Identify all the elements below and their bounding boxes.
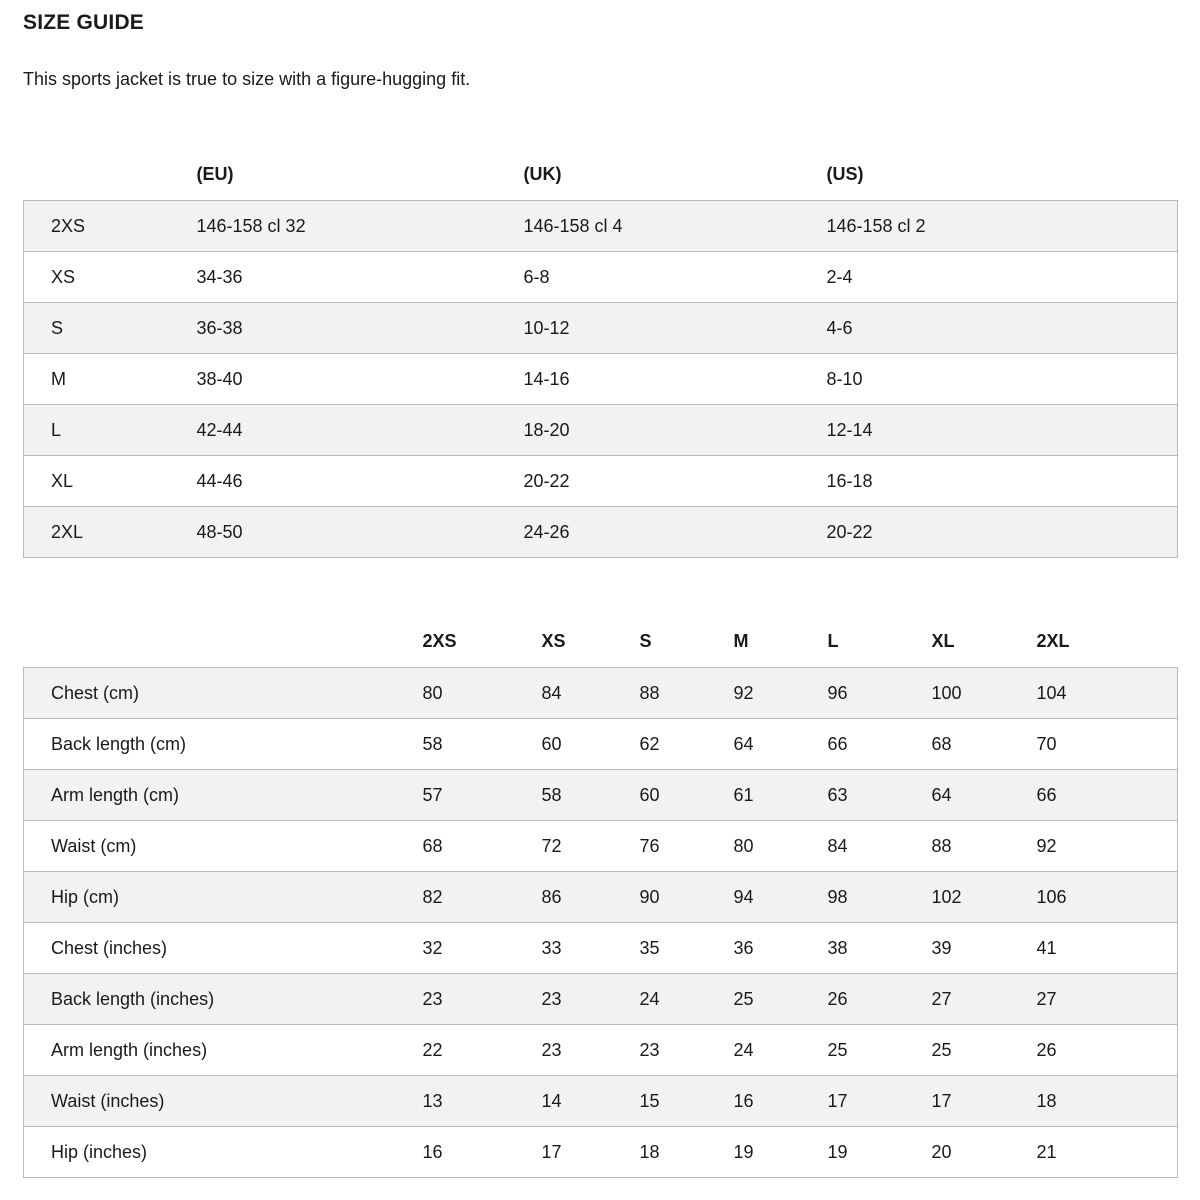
size-table-row-cell: 4-6 bbox=[827, 303, 1178, 354]
measurement-table-row-label: Hip (cm) bbox=[24, 872, 423, 923]
measurement-table-row bbox=[24, 821, 1178, 872]
measurement-table-row-cell: 16 bbox=[423, 1127, 542, 1178]
size-table-header-uk: (UK) bbox=[523, 163, 562, 184]
size-table-row-cell: 38-40 bbox=[197, 354, 524, 405]
size-table-row-cell: 10-12 bbox=[524, 303, 827, 354]
measurement-table-row-label: Waist (cm) bbox=[24, 821, 423, 872]
measurement-table-row-cell: 102 bbox=[932, 872, 1037, 923]
measurement-table-row-cell: 88 bbox=[932, 821, 1037, 872]
measurement-table-row-cell: 92 bbox=[1037, 821, 1178, 872]
measurement-table-row-label: Waist (inches) bbox=[24, 1076, 423, 1127]
measurement-table-row-cell: 70 bbox=[1037, 719, 1178, 770]
measurement-table-row-cell: 80 bbox=[423, 668, 542, 719]
measurement-table-row-cell: 57 bbox=[423, 770, 542, 821]
measurement-table-row bbox=[24, 1025, 1178, 1076]
measurement-table-row-cell: 104 bbox=[1037, 668, 1178, 719]
size-table-row-cell: 14-16 bbox=[524, 354, 827, 405]
size-table-row bbox=[24, 507, 1178, 558]
measurement-table-row-cell: 17 bbox=[828, 1076, 932, 1127]
measurement-table-row-cell: 60 bbox=[640, 770, 734, 821]
measurement-table-row bbox=[24, 770, 1178, 821]
measurement-table-row-cell: 23 bbox=[542, 974, 640, 1025]
size-table-row-cell: 12-14 bbox=[827, 405, 1178, 456]
measurement-table-row bbox=[24, 872, 1178, 923]
measurement-table-row-cell: 68 bbox=[932, 719, 1037, 770]
measurement-header-s: S bbox=[639, 630, 652, 651]
measurement-table-row-cell: 66 bbox=[1037, 770, 1178, 821]
measurement-table-row-cell: 106 bbox=[1037, 872, 1178, 923]
size-table-row-label: 2XS bbox=[24, 201, 197, 252]
measurement-table-row-cell: 19 bbox=[734, 1127, 828, 1178]
size-table-row-label: 2XL bbox=[24, 507, 197, 558]
measurement-table-row-cell: 82 bbox=[423, 872, 542, 923]
measurement-table-row-cell: 38 bbox=[828, 923, 932, 974]
measurement-table-row-cell: 39 bbox=[932, 923, 1037, 974]
measurement-table-row-cell: 17 bbox=[542, 1127, 640, 1178]
measurement-header-m: M bbox=[733, 630, 749, 651]
size-table-header-blank bbox=[24, 148, 197, 201]
measurement-table-row-cell: 25 bbox=[932, 1025, 1037, 1076]
measurement-table-row-cell: 25 bbox=[828, 1025, 932, 1076]
measurement-table-row-cell: 16 bbox=[734, 1076, 828, 1127]
page-title: SIZE GUIDE bbox=[23, 11, 145, 34]
measurement-table-row-cell: 27 bbox=[932, 974, 1037, 1025]
measurement-table-row-label: Back length (cm) bbox=[24, 719, 423, 770]
size-table-row bbox=[24, 303, 1178, 354]
measurement-table-row-cell: 25 bbox=[734, 974, 828, 1025]
size-table-row-cell: 44-46 bbox=[197, 456, 524, 507]
size-table-row bbox=[24, 252, 1178, 303]
size-table-row bbox=[24, 201, 1178, 252]
measurement-table bbox=[23, 615, 1178, 1178]
measurement-table-row-cell: 35 bbox=[640, 923, 734, 974]
measurement-table-header-row bbox=[24, 615, 1178, 668]
size-table-row-cell: 6-8 bbox=[524, 252, 827, 303]
size-table-row-label: S bbox=[24, 303, 197, 354]
measurement-table-row bbox=[24, 974, 1178, 1025]
measurement-table-row-cell: 88 bbox=[640, 668, 734, 719]
measurement-table-row-cell: 58 bbox=[542, 770, 640, 821]
size-table-header-us: (US) bbox=[826, 163, 864, 184]
measurement-table-row-cell: 64 bbox=[734, 719, 828, 770]
size-table-row-label: XS bbox=[24, 252, 197, 303]
measurement-table-row-cell: 62 bbox=[640, 719, 734, 770]
measurement-table-row-label: Chest (inches) bbox=[24, 923, 423, 974]
measurement-table-row-cell: 27 bbox=[1037, 974, 1178, 1025]
measurement-table-row-cell: 26 bbox=[828, 974, 932, 1025]
measurement-table-row-cell: 98 bbox=[828, 872, 932, 923]
size-table-row-cell: 2-4 bbox=[827, 252, 1178, 303]
size-table-row bbox=[24, 456, 1178, 507]
measurement-table-row-cell: 63 bbox=[828, 770, 932, 821]
measurement-table-row-cell: 18 bbox=[640, 1127, 734, 1178]
measurement-table-row-cell: 22 bbox=[423, 1025, 542, 1076]
size-table-row bbox=[24, 405, 1178, 456]
measurement-table-row bbox=[24, 1127, 1178, 1178]
measurement-table-row-cell: 15 bbox=[640, 1076, 734, 1127]
size-table-header-eu: (EU) bbox=[196, 163, 234, 184]
size-table-row-cell: 16-18 bbox=[827, 456, 1178, 507]
measurement-table-row-cell: 76 bbox=[640, 821, 734, 872]
measurement-table-row bbox=[24, 923, 1178, 974]
size-table-row bbox=[24, 354, 1178, 405]
measurement-table-row-cell: 80 bbox=[734, 821, 828, 872]
measurement-table-row-cell: 100 bbox=[932, 668, 1037, 719]
measurement-table-row-cell: 86 bbox=[542, 872, 640, 923]
size-table-row-cell: 8-10 bbox=[827, 354, 1178, 405]
size-table-row-cell: 24-26 bbox=[524, 507, 827, 558]
measurement-table-row-cell: 64 bbox=[932, 770, 1037, 821]
size-table-row-cell: 34-36 bbox=[197, 252, 524, 303]
size-table-body bbox=[24, 201, 1178, 558]
size-table-row-cell: 18-20 bbox=[524, 405, 827, 456]
measurement-table-row-cell: 33 bbox=[542, 923, 640, 974]
size-table-row-cell: 36-38 bbox=[197, 303, 524, 354]
size-conversion-table bbox=[23, 148, 1178, 558]
size-table-row-cell: 42-44 bbox=[197, 405, 524, 456]
page-description: This sports jacket is true to size with a figure-hugging fit. bbox=[23, 69, 471, 89]
measurement-table-row-cell: 90 bbox=[640, 872, 734, 923]
measurement-table-row-cell: 36 bbox=[734, 923, 828, 974]
measurement-table-row-cell: 21 bbox=[1037, 1127, 1178, 1178]
size-table-row-cell: 146-158 cl 4 bbox=[524, 201, 827, 252]
measurement-table-row-cell: 72 bbox=[542, 821, 640, 872]
measurement-table-row-cell: 23 bbox=[542, 1025, 640, 1076]
measurement-table-row-cell: 84 bbox=[828, 821, 932, 872]
measurement-table-row-cell: 20 bbox=[932, 1127, 1037, 1178]
measurement-table-row-cell: 26 bbox=[1037, 1025, 1178, 1076]
measurement-table-row-label: Hip (inches) bbox=[24, 1127, 423, 1178]
measurement-table-row-cell: 66 bbox=[828, 719, 932, 770]
measurement-table-row-label: Arm length (cm) bbox=[24, 770, 423, 821]
measurement-table-row-cell: 61 bbox=[734, 770, 828, 821]
measurement-table-row-cell: 23 bbox=[423, 974, 542, 1025]
measurement-header-2xl: 2XL bbox=[1036, 630, 1070, 651]
size-table-row-cell: 146-158 cl 32 bbox=[197, 201, 524, 252]
measurement-table-row-label: Chest (cm) bbox=[24, 668, 423, 719]
size-table-header-row bbox=[24, 148, 1178, 201]
measurement-header-xl: XL bbox=[931, 630, 955, 651]
measurement-table-row-label: Back length (inches) bbox=[24, 974, 423, 1025]
measurement-table-row bbox=[24, 668, 1178, 719]
size-table-row-cell: 48-50 bbox=[197, 507, 524, 558]
measurement-header-l: L bbox=[827, 630, 839, 651]
measurement-table-row-cell: 68 bbox=[423, 821, 542, 872]
measurement-header-xs: XS bbox=[541, 630, 566, 651]
measurement-table-row-cell: 19 bbox=[828, 1127, 932, 1178]
measurement-header-blank bbox=[24, 615, 423, 668]
measurement-table-row-cell: 32 bbox=[423, 923, 542, 974]
measurement-table-row-cell: 14 bbox=[542, 1076, 640, 1127]
measurement-table-row-cell: 58 bbox=[423, 719, 542, 770]
measurement-table-row bbox=[24, 1076, 1178, 1127]
measurement-table-row-cell: 18 bbox=[1037, 1076, 1178, 1127]
size-table-row-label: XL bbox=[24, 456, 197, 507]
measurement-table-row-cell: 17 bbox=[932, 1076, 1037, 1127]
size-table-row-label: L bbox=[24, 405, 197, 456]
measurement-table-body bbox=[24, 668, 1178, 1178]
measurement-table-row bbox=[24, 719, 1178, 770]
measurement-table-row-cell: 23 bbox=[640, 1025, 734, 1076]
measurement-header-2xs: 2XS bbox=[422, 630, 457, 651]
measurement-table-row-cell: 13 bbox=[423, 1076, 542, 1127]
size-table-row-label: M bbox=[24, 354, 197, 405]
measurement-table-row-cell: 84 bbox=[542, 668, 640, 719]
measurement-table-row-cell: 92 bbox=[734, 668, 828, 719]
measurement-table-row-cell: 94 bbox=[734, 872, 828, 923]
measurement-table-row-cell: 24 bbox=[640, 974, 734, 1025]
measurement-table-row-cell: 60 bbox=[542, 719, 640, 770]
size-table-row-cell: 146-158 cl 2 bbox=[827, 201, 1178, 252]
measurement-table-row-cell: 24 bbox=[734, 1025, 828, 1076]
size-table-row-cell: 20-22 bbox=[524, 456, 827, 507]
measurement-table-row-cell: 41 bbox=[1037, 923, 1178, 974]
measurement-table-row-cell: 96 bbox=[828, 668, 932, 719]
measurement-table-row-label: Arm length (inches) bbox=[24, 1025, 423, 1076]
size-table-row-cell: 20-22 bbox=[827, 507, 1178, 558]
